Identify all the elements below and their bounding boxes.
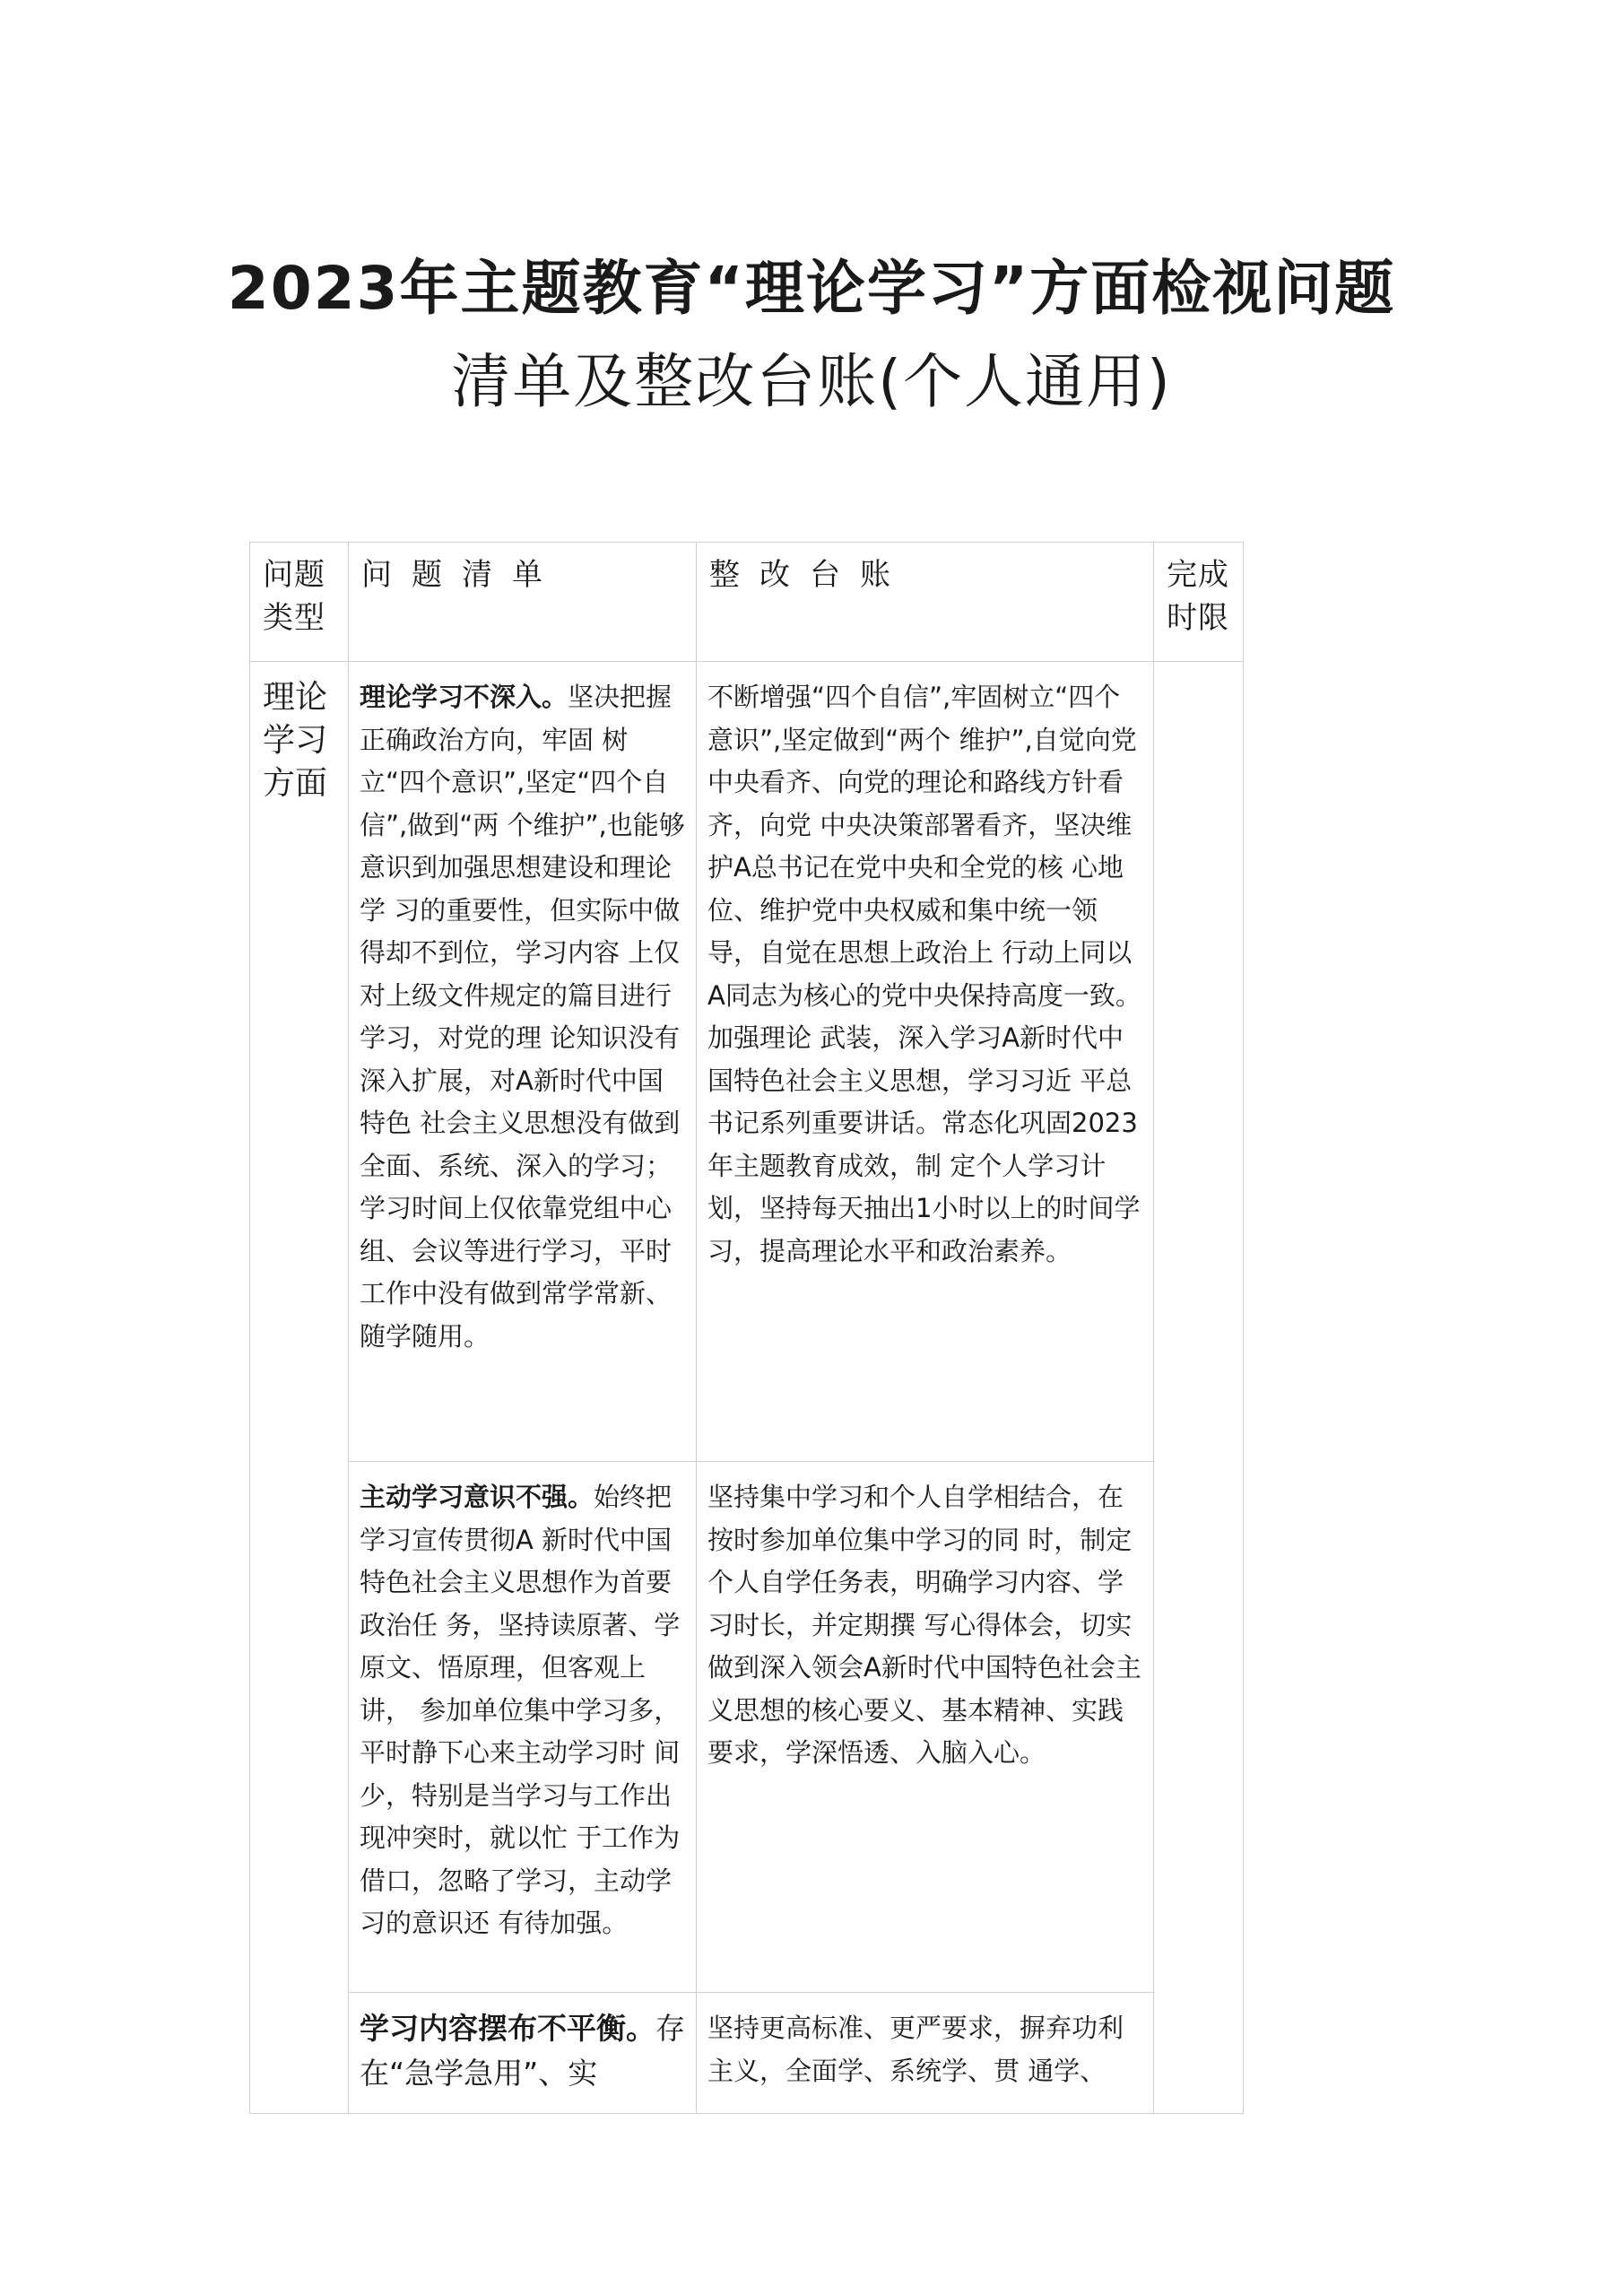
document-title bbox=[0, 242, 1623, 429]
title-line-2: 清单及整改台账(个人通用) bbox=[451, 347, 1172, 416]
problem-text: 存在“急学急用”、实 bbox=[360, 2011, 685, 2091]
table-row bbox=[250, 662, 1244, 1462]
rectification-cell: 坚持更高标准、更严要求，摒弃功利主义，全面学、系统学、贯 通学、 bbox=[697, 1993, 1154, 2114]
rectification-table bbox=[249, 542, 1244, 2114]
table-row bbox=[250, 1993, 1244, 2114]
problem-lead: 学习内容摆布不平衡。 bbox=[360, 2011, 655, 2046]
header-rectification-ledger: 整改台账 bbox=[697, 543, 1154, 662]
problem-text: 坚决把握正确政治方向，牢固 树立“四个意识”,坚定“四个自信”,做到“两 个维护”,也能够意识到加强思想建设和理论学 习的重要性，但实际中做得却不到位，学习内容 上仅对上级文件规定的篇目进行学习，对党的理 论知识没有深入扩展，对A新时代中国特色 社会主义思想没有做到全面、系统、深入的学习； 学习时间上仅依靠党组中心组、会议等进行学习，平时工作中没有做到常学常新、随学随用。 bbox=[360, 682, 685, 1352]
title-line-1: 2023年主题教育“理论学习”方面检视问题 bbox=[227, 254, 1396, 323]
problem-text: 始终把学习宣传贯彻A 新时代中国特色社会主义思想作为首要政治任 务，坚持读原著、学原文、悟原理，但客观上讲， 参加单位集中学习多，平时静下心来主动学习时 间少，特别是当学习与工作出现冲突时，就以忙 于工作为借口，忽略了学习，主动学习的意识还 有待加强。 bbox=[360, 1482, 681, 1938]
rectification-cell: 坚持集中学习和个人自学相结合，在按时参加单位集中学习的同 时，制定个人自学任务表，明确学习内容、学习时长，并定期撰 写心得体会，切实做到深入领会A新时代中国特色社会主义思想的核心要义、基本精神、实践要求，学深悟透、入脑入心。 bbox=[697, 1462, 1154, 1993]
table-header-row bbox=[250, 543, 1244, 662]
header-problem-type: 问题类型 bbox=[250, 543, 349, 662]
category-cell: 理论学习方面 bbox=[250, 662, 349, 2114]
table-row bbox=[250, 1462, 1244, 1993]
header-problem-list: 问题清单 bbox=[349, 543, 697, 662]
problem-lead: 主动学习意识不强。 bbox=[360, 1482, 595, 1512]
rectification-cell: 不断增强“四个自信”,牢固树立“四个意识”,坚定做到“两个 维护”,自觉向党中央看齐、向党的理论和路线方针看齐，向党 中央决策部署看齐，坚决维护A总书记在党中央和全党的核 心地位、维护党中央权威和集中统一领导，自觉在思想上政治上 行动上同以A同志为核心的党中央保持高度一致。加强理论 武装，深入学习A新时代中国特色社会主义思想，学习习近 平总书记系列重要讲话。常态化巩固2023年主题教育成效，制 定个人学习计划，坚持每天抽出1小时以上的时间学习，提高理论水平和政治素养。 bbox=[697, 662, 1154, 1462]
problem-cell bbox=[349, 1462, 697, 1993]
deadline-cell bbox=[1154, 662, 1244, 2114]
problem-lead: 理论学习不深入。 bbox=[360, 682, 568, 712]
problem-cell bbox=[349, 1993, 697, 2114]
header-deadline: 完成时限 bbox=[1154, 543, 1244, 662]
problem-cell bbox=[349, 662, 697, 1462]
